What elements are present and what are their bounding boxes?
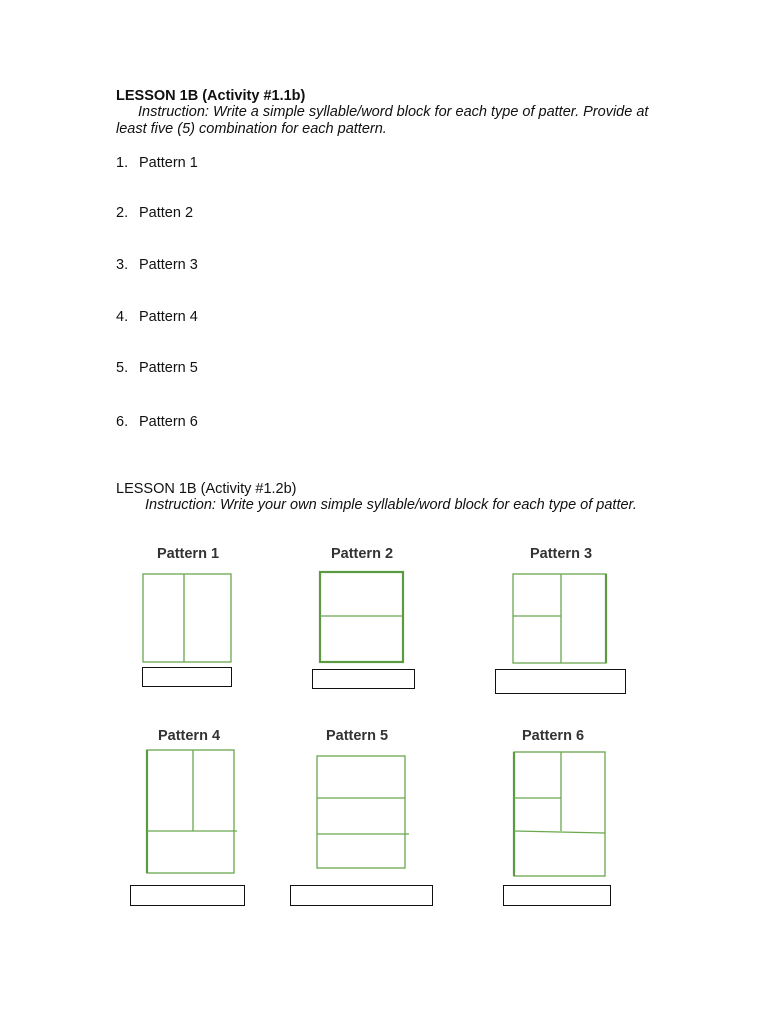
pattern-3-answer-box[interactable]	[495, 669, 626, 694]
pattern-4-title: Pattern 4	[157, 728, 221, 744]
activity2-heading: LESSON 1B (Activity #1.2b)	[116, 481, 297, 497]
pattern-3-title: Pattern 3	[529, 546, 593, 562]
pattern-5-title: Pattern 5	[325, 728, 389, 744]
pattern-6-answer-box[interactable]	[503, 885, 611, 906]
pattern-4-answer-box[interactable]	[130, 885, 245, 906]
list-item-label: Patten 2	[139, 205, 194, 221]
list-item-label: Pattern 3	[139, 257, 198, 273]
activity1-instruction-line1: Instruction: Write a simple syllable/word block for each type of patter. Provide at	[138, 104, 649, 120]
list-item-number: 6.	[116, 414, 129, 430]
pattern-3-block	[513, 574, 606, 663]
list-item-number: 1.	[116, 155, 129, 171]
list-item-label: Pattern 5	[139, 360, 198, 376]
pattern-1-title: Pattern 1	[156, 546, 220, 562]
list-item-number: 5.	[116, 360, 129, 376]
pattern-4-block	[147, 750, 237, 873]
pattern-2-block	[320, 572, 403, 662]
list-item-label: Pattern 1	[139, 155, 198, 171]
pattern-1-block	[143, 574, 231, 662]
activity2-instruction: Instruction: Write your own simple syllable/word block for each type of patter.	[145, 497, 637, 513]
activity1-heading: LESSON 1B (Activity #1.1b)	[116, 88, 306, 104]
list-item-number: 3.	[116, 257, 129, 273]
pattern-6-block	[514, 752, 605, 876]
pattern-2-title: Pattern 2	[330, 546, 394, 562]
list-item-number: 2.	[116, 205, 129, 221]
pattern-2-answer-box[interactable]	[312, 669, 415, 689]
pattern-6-title: Pattern 6	[521, 728, 585, 744]
activity1-instruction-line2: least five (5) combination for each pattern.	[116, 121, 387, 137]
list-item-number: 4.	[116, 309, 129, 325]
pattern-5-answer-box[interactable]	[290, 885, 433, 906]
pattern-1-answer-box[interactable]	[142, 667, 232, 687]
list-item-label: Pattern 4	[139, 309, 198, 325]
pattern-5-block	[317, 756, 409, 868]
list-item-label: Pattern 6	[139, 414, 198, 430]
